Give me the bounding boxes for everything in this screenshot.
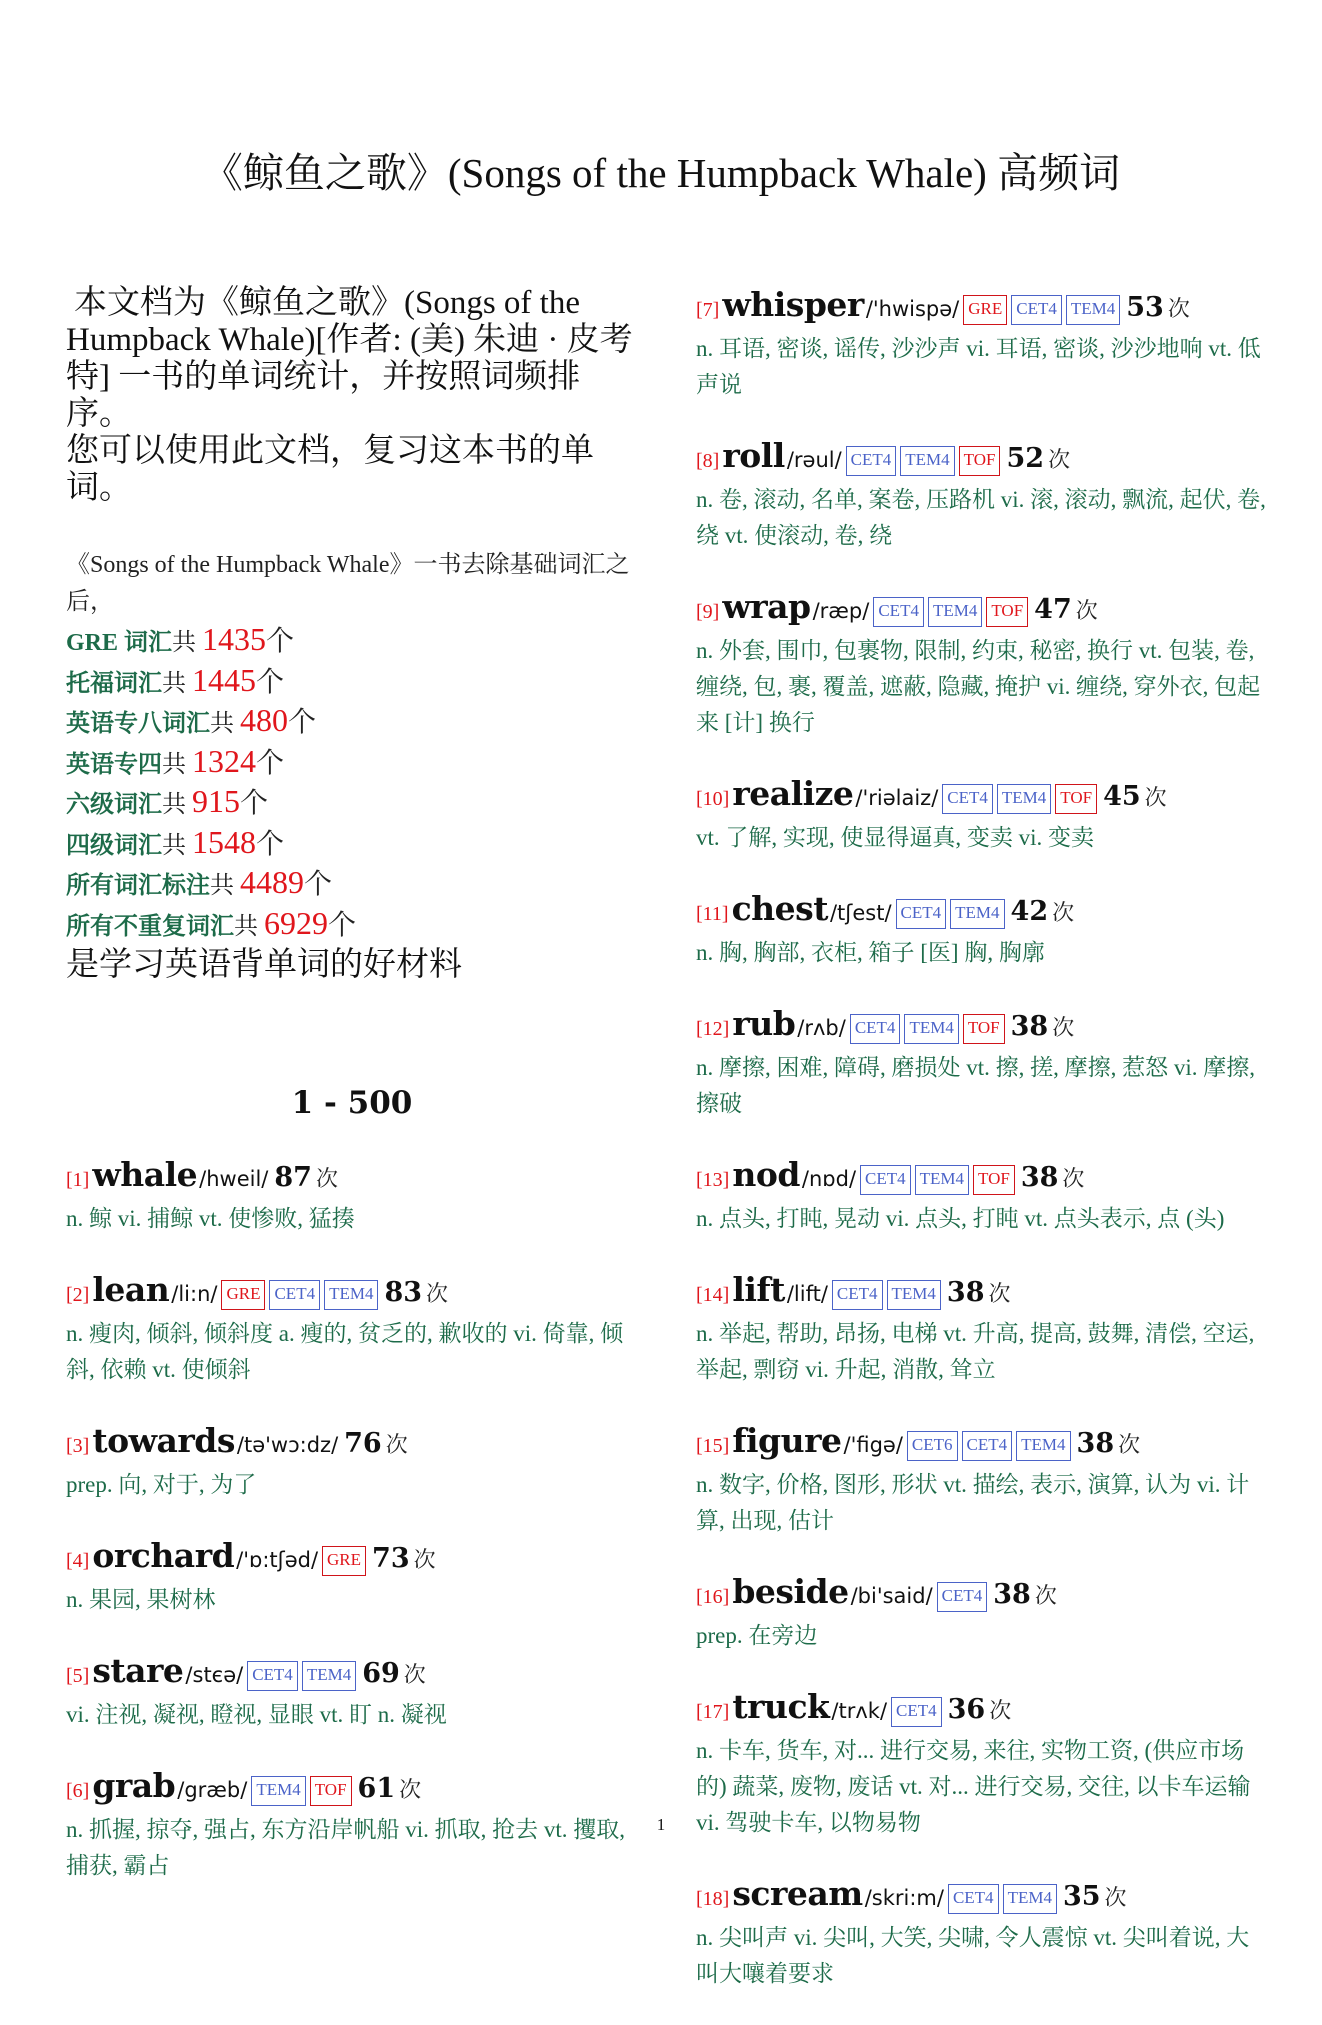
entry-word: lean bbox=[92, 1270, 170, 1309]
stat-connector: 共 bbox=[162, 670, 186, 697]
stat-label: GRE 词汇 bbox=[66, 630, 173, 656]
entry-count: 47 bbox=[1034, 594, 1072, 625]
entry-definition: prep. 向, 对于, 为了 bbox=[66, 1472, 257, 1497]
entry-count-unit: 次 bbox=[1034, 1583, 1057, 1608]
word-entry bbox=[696, 774, 1268, 856]
entry-word: chest bbox=[731, 889, 828, 928]
entry-rank: [7] bbox=[696, 299, 720, 321]
stat-label: 托福词汇 bbox=[66, 670, 162, 697]
stat-row bbox=[66, 783, 638, 824]
word-entry bbox=[66, 1421, 638, 1503]
exam-tag-gre: GRE bbox=[221, 1280, 265, 1310]
entry-rank: [4] bbox=[66, 1550, 90, 1572]
word-entry bbox=[696, 1572, 1268, 1654]
stat-label: 所有不重复词汇 bbox=[66, 913, 234, 940]
exam-tag-cet4: CET4 bbox=[860, 1165, 911, 1195]
exam-tag-cet4: CET4 bbox=[948, 1884, 999, 1914]
entry-word: truck bbox=[732, 1687, 830, 1726]
word-entry bbox=[696, 1421, 1268, 1539]
exam-tag-tem4: TEM4 bbox=[928, 597, 982, 627]
entry-definition: n. 卡车, 货车, 对... 进行交易, 来往, 实物工资, (供应市场的) 蔬菜, 废物, 废话 vt. 对... 进行交易, 交往, 以卡车运输 vi. 驾驶卡车, 以物易物 bbox=[696, 1738, 1251, 1835]
word-entry bbox=[66, 1536, 638, 1618]
exam-tag-tem4: TEM4 bbox=[302, 1661, 356, 1691]
word-entry bbox=[66, 1651, 638, 1733]
word-entry bbox=[696, 1874, 1268, 1992]
entry-count: 76 bbox=[344, 1428, 382, 1459]
word-entry bbox=[696, 285, 1268, 403]
exam-tag-cet6: CET6 bbox=[907, 1431, 958, 1461]
word-entry bbox=[66, 1270, 638, 1388]
word-entry bbox=[696, 587, 1268, 741]
exam-tag-cet4: CET4 bbox=[873, 597, 924, 627]
stat-label: 六级词汇 bbox=[66, 792, 162, 818]
exam-tag-cet4: CET4 bbox=[247, 1661, 298, 1691]
entry-count-unit: 次 bbox=[413, 1547, 436, 1572]
stat-row bbox=[66, 824, 638, 865]
exam-tag-cet4: CET4 bbox=[896, 899, 947, 929]
word-list-right bbox=[696, 285, 1268, 1992]
stats-closing: 是学习英语背单词的好材料 bbox=[66, 947, 462, 983]
page-title: 《鲸鱼之歌》(Songs of the Humpback Whale) 高频词 bbox=[201, 150, 1121, 196]
entry-count: 45 bbox=[1103, 781, 1141, 812]
stats-lead: 《Songs of the Humpback Whale》一书去除基础词汇之后， bbox=[66, 552, 630, 615]
stat-label: 英语专八词汇 bbox=[66, 711, 210, 737]
exam-tag-tof: TOF bbox=[986, 597, 1028, 627]
entry-count-unit: 次 bbox=[426, 1281, 449, 1306]
stat-value: 1548 bbox=[192, 823, 256, 860]
entry-definition: n. 摩擦, 困难, 障碍, 磨损处 vt. 擦, 搓, 摩擦, 惹怒 vi. 摩擦, 擦破 bbox=[696, 1055, 1256, 1116]
entry-count-unit: 次 bbox=[1075, 598, 1098, 623]
entry-definition: n. 数字, 价格, 图形, 形状 vt. 描绘, 表示, 演算, 认为 vi. 计算, 出现, 估计 bbox=[696, 1472, 1250, 1533]
entry-word: realize bbox=[732, 774, 854, 813]
stat-row bbox=[66, 864, 638, 905]
entry-count: 36 bbox=[947, 1694, 986, 1725]
exam-tag-tof: TOF bbox=[973, 1165, 1015, 1195]
exam-tag-cet4: CET4 bbox=[846, 446, 897, 476]
intro-line-2: 您可以使用此文档，复习这本书的单词。 bbox=[66, 433, 594, 506]
entry-phonetic: /'hwispə/ bbox=[865, 297, 960, 321]
entry-word: grab bbox=[92, 1766, 176, 1805]
word-entry bbox=[696, 889, 1268, 971]
entry-count-unit: 次 bbox=[399, 1777, 422, 1802]
entry-word: rub bbox=[732, 1004, 796, 1043]
entry-count-unit: 次 bbox=[1048, 447, 1071, 472]
entry-count-unit: 次 bbox=[1144, 785, 1167, 810]
entry-phonetic: /'ɒ:tʃəd/ bbox=[236, 1548, 319, 1572]
stat-value: 6929 bbox=[264, 904, 328, 941]
entry-word: beside bbox=[732, 1572, 849, 1611]
entry-word: orchard bbox=[92, 1536, 235, 1575]
entry-phonetic: /nɒd/ bbox=[801, 1167, 857, 1191]
stat-unit: 个 bbox=[288, 707, 317, 738]
left-column bbox=[66, 285, 638, 1917]
entry-phonetic: /trʌk/ bbox=[831, 1699, 888, 1723]
entry-definition: n. 瘦肉, 倾斜, 倾斜度 a. 瘦的, 贫乏的, 歉收的 vi. 倚靠, 倾斜, 依赖 vt. 使倾斜 bbox=[66, 1321, 624, 1382]
entry-count: 52 bbox=[1006, 443, 1045, 474]
stat-value: 1324 bbox=[192, 742, 256, 779]
exam-tag-tof: TOF bbox=[963, 1014, 1005, 1044]
exam-tag-tof: TOF bbox=[310, 1776, 352, 1806]
entry-count: 42 bbox=[1010, 896, 1049, 927]
entry-rank: [10] bbox=[696, 788, 730, 810]
entry-phonetic: /græb/ bbox=[177, 1778, 248, 1802]
entry-definition: n. 抓握, 掠夺, 强占, 东方沿岸帆船 vi. 抓取, 抢去 vt. 攫取, 捕获, 霸占 bbox=[66, 1817, 626, 1878]
exam-tag-cet4: CET4 bbox=[891, 1697, 942, 1727]
entry-definition: n. 鲸 vi. 捕鲸 vt. 使惨败, 猛揍 bbox=[66, 1206, 355, 1231]
entry-phonetic: /stєə/ bbox=[185, 1663, 244, 1687]
entry-definition: n. 尖叫声 vi. 尖叫, 大笑, 尖啸, 令人震惊 vt. 尖叫着说, 大叫大嚷着要求 bbox=[696, 1925, 1250, 1986]
entry-phonetic: /rəul/ bbox=[786, 448, 842, 472]
entry-header bbox=[696, 1004, 1268, 1050]
entry-phonetic: /bi'said/ bbox=[850, 1584, 933, 1608]
stat-connector: 共 bbox=[210, 711, 234, 737]
entry-rank: [18] bbox=[696, 1888, 730, 1910]
stat-row bbox=[66, 702, 638, 743]
word-list-left bbox=[66, 1155, 638, 1884]
entry-word: scream bbox=[732, 1874, 863, 1913]
stat-connector: 共 bbox=[234, 913, 258, 940]
vocab-stats bbox=[66, 547, 638, 985]
stat-row bbox=[66, 662, 638, 703]
entry-header bbox=[696, 1155, 1268, 1201]
entry-header bbox=[66, 1270, 638, 1316]
range-title: 1 - 500 bbox=[291, 1085, 413, 1121]
stat-unit: 个 bbox=[256, 747, 285, 779]
stat-value: 480 bbox=[240, 702, 288, 738]
exam-tag-cet4: CET4 bbox=[937, 1582, 988, 1612]
entry-word: towards bbox=[92, 1421, 235, 1460]
entry-header bbox=[696, 436, 1268, 482]
exam-tag-tem4: TEM4 bbox=[251, 1776, 305, 1806]
entry-count-unit: 次 bbox=[403, 1662, 426, 1687]
entry-header bbox=[66, 1155, 638, 1201]
entry-count-unit: 次 bbox=[1052, 900, 1075, 925]
exam-tag-cet4: CET4 bbox=[942, 784, 993, 814]
entry-phonetic: /'riəlaiz/ bbox=[855, 786, 939, 810]
exam-tag-tem4: TEM4 bbox=[1066, 295, 1120, 325]
intro-line-1: 本文档为《鲸鱼之歌》(Songs of the Humpback Whale)[作者: (美) 朱迪 · 皮考特] 一书的单词统计，并按照词频排序。 bbox=[66, 285, 633, 432]
entry-rank: [5] bbox=[66, 1665, 90, 1687]
exam-tag-tem4: TEM4 bbox=[1016, 1431, 1070, 1461]
exam-tag-cet4: CET4 bbox=[832, 1280, 883, 1310]
exam-tag-tem4: TEM4 bbox=[900, 446, 954, 476]
entry-count: 38 bbox=[1076, 1428, 1115, 1459]
entry-word: whale bbox=[92, 1155, 198, 1194]
page-number: 1 bbox=[656, 1815, 666, 1834]
entry-header bbox=[696, 1270, 1268, 1316]
stat-value: 915 bbox=[192, 783, 240, 819]
entry-definition: n. 外套, 围巾, 包裹物, 限制, 约束, 秘密, 换行 vt. 包装, 卷, 缠绕, 包, 裹, 覆盖, 遮蔽, 隐藏, 掩护 vi. 缠绕, 穿外衣, 包起来 [计] 换行 bbox=[696, 638, 1261, 735]
entry-header bbox=[66, 1421, 638, 1467]
entry-definition: n. 胸, 胸部, 衣柜, 箱子 [医] 胸, 胸廓 bbox=[696, 940, 1045, 965]
entry-word: figure bbox=[732, 1421, 842, 1460]
entry-header bbox=[696, 1874, 1268, 1920]
entry-phonetic: /lift/ bbox=[786, 1282, 828, 1306]
word-entry bbox=[696, 1270, 1268, 1388]
entry-phonetic: /skri:m/ bbox=[864, 1886, 944, 1910]
exam-tag-cet4: CET4 bbox=[850, 1014, 901, 1044]
exam-tag-tem4: TEM4 bbox=[887, 1280, 941, 1310]
entry-rank: [11] bbox=[696, 903, 729, 925]
entry-count-unit: 次 bbox=[1104, 1885, 1127, 1910]
exam-tag-gre: GRE bbox=[322, 1546, 366, 1576]
entry-count-unit: 次 bbox=[988, 1281, 1011, 1306]
stat-unit: 个 bbox=[256, 666, 285, 698]
intro bbox=[66, 285, 638, 507]
entry-count: 38 bbox=[1020, 1162, 1059, 1193]
word-entry bbox=[696, 1004, 1268, 1122]
entry-definition: n. 耳语, 密谈, 谣传, 沙沙声 vi. 耳语, 密谈, 沙沙地响 vt. 低声说 bbox=[696, 336, 1261, 397]
entry-count: 73 bbox=[372, 1543, 410, 1574]
entry-word: lift bbox=[732, 1270, 785, 1309]
word-entry bbox=[66, 1155, 638, 1237]
exam-tag-tem4: TEM4 bbox=[324, 1280, 378, 1310]
entry-count: 38 bbox=[946, 1277, 985, 1308]
stat-row bbox=[66, 621, 638, 662]
entry-rank: [6] bbox=[66, 1780, 90, 1802]
entry-rank: [12] bbox=[696, 1018, 730, 1040]
entry-count-unit: 次 bbox=[1167, 296, 1190, 321]
stat-connector: 共 bbox=[162, 792, 186, 818]
entry-definition: n. 果园, 果树林 bbox=[66, 1587, 216, 1612]
exam-tag-tem4: TEM4 bbox=[915, 1165, 969, 1195]
entry-definition: n. 点头, 打盹, 晃动 vi. 点头, 打盹 vt. 点头表示, 点 (头) bbox=[696, 1206, 1225, 1231]
entry-count-unit: 次 bbox=[1062, 1166, 1085, 1191]
entry-rank: [3] bbox=[66, 1435, 90, 1457]
exam-tag-cet4: CET4 bbox=[1011, 295, 1062, 325]
entry-header bbox=[696, 1572, 1268, 1618]
entry-header bbox=[696, 1687, 1268, 1733]
stat-unit: 个 bbox=[240, 788, 269, 819]
entry-header bbox=[696, 285, 1268, 331]
exam-tag-tem4: TEM4 bbox=[904, 1014, 958, 1044]
exam-tag-gre: GRE bbox=[963, 295, 1007, 325]
entry-phonetic: /'figə/ bbox=[843, 1433, 903, 1457]
exam-tag-cet4: CET4 bbox=[962, 1431, 1013, 1461]
entry-header bbox=[66, 1536, 638, 1582]
entry-count: 38 bbox=[993, 1579, 1031, 1610]
entry-definition: prep. 在旁边 bbox=[696, 1623, 818, 1648]
entry-phonetic: /rʌb/ bbox=[797, 1016, 846, 1040]
entry-phonetic: /tə'wɔ:dz/ bbox=[236, 1433, 339, 1457]
stat-unit: 个 bbox=[304, 869, 333, 900]
entry-rank: [14] bbox=[696, 1284, 730, 1306]
entry-count-unit: 次 bbox=[385, 1432, 408, 1457]
stat-row bbox=[66, 743, 638, 784]
stat-row bbox=[66, 905, 638, 946]
stat-label: 所有词汇标注 bbox=[66, 873, 210, 899]
entry-rank: [2] bbox=[66, 1284, 90, 1306]
entry-phonetic: /li:n/ bbox=[171, 1282, 218, 1306]
entry-rank: [9] bbox=[696, 601, 720, 623]
entry-count: 38 bbox=[1010, 1011, 1049, 1042]
entry-header bbox=[696, 774, 1268, 820]
entry-count: 83 bbox=[384, 1277, 423, 1308]
exam-tag-tof: TOF bbox=[1055, 784, 1097, 814]
stat-connector: 共 bbox=[210, 873, 234, 899]
entry-word: nod bbox=[732, 1155, 800, 1194]
entry-phonetic: /tʃest/ bbox=[829, 901, 892, 925]
entry-header bbox=[66, 1766, 638, 1812]
stat-unit: 个 bbox=[266, 626, 295, 657]
entry-header bbox=[696, 889, 1268, 935]
stat-value: 1445 bbox=[192, 661, 256, 698]
entry-definition: n. 举起, 帮助, 昂扬, 电梯 vt. 升高, 提高, 鼓舞, 清偿, 空运, 举起, 剽窃 vi. 升起, 消散, 耸立 bbox=[696, 1321, 1255, 1382]
entry-phonetic: /hweil/ bbox=[199, 1167, 269, 1191]
entry-word: wrap bbox=[722, 587, 811, 626]
right-column bbox=[696, 285, 1268, 2025]
stat-connector: 共 bbox=[172, 630, 197, 656]
entry-rank: [1] bbox=[66, 1169, 90, 1191]
entry-count-unit: 次 bbox=[989, 1698, 1012, 1723]
stats-rows bbox=[66, 621, 638, 945]
entry-count-unit: 次 bbox=[315, 1166, 338, 1191]
stat-value: 1435 bbox=[202, 621, 267, 657]
exam-tag-tof: TOF bbox=[959, 446, 1001, 476]
stat-unit: 个 bbox=[328, 909, 357, 941]
stat-label: 四级词汇 bbox=[66, 832, 162, 859]
stat-label: 英语专四 bbox=[66, 751, 162, 778]
exam-tag-tem4: TEM4 bbox=[997, 784, 1051, 814]
entry-count: 87 bbox=[274, 1162, 312, 1193]
exam-tag-tem4: TEM4 bbox=[1003, 1884, 1057, 1914]
entry-rank: [13] bbox=[696, 1169, 730, 1191]
stat-connector: 共 bbox=[162, 832, 186, 859]
entry-definition: n. 卷, 滚动, 名单, 案卷, 压路机 vi. 滚, 滚动, 飘流, 起伏, 卷, 绕 vt. 使滚动, 卷, 绕 bbox=[696, 487, 1266, 548]
entry-rank: [15] bbox=[696, 1435, 730, 1457]
exam-tag-cet4: CET4 bbox=[269, 1280, 320, 1310]
word-entry bbox=[696, 436, 1268, 554]
entry-definition: vt. 了解, 实现, 使显得逼真, 变卖 vi. 变卖 bbox=[696, 825, 1095, 850]
entry-word: stare bbox=[92, 1651, 184, 1690]
exam-tag-tem4: TEM4 bbox=[950, 899, 1004, 929]
stat-connector: 共 bbox=[162, 751, 186, 778]
entry-count-unit: 次 bbox=[1118, 1432, 1141, 1457]
entry-header bbox=[696, 1421, 1268, 1467]
entry-header bbox=[696, 587, 1268, 633]
entry-phonetic: /ræp/ bbox=[812, 599, 870, 623]
entry-rank: [17] bbox=[696, 1701, 730, 1723]
entry-rank: [8] bbox=[696, 450, 720, 472]
entry-count: 35 bbox=[1062, 1881, 1101, 1912]
entry-word: whisper bbox=[722, 285, 864, 324]
entry-rank: [16] bbox=[696, 1586, 730, 1608]
entry-count: 61 bbox=[357, 1773, 396, 1804]
stat-unit: 个 bbox=[256, 828, 285, 860]
entry-count: 69 bbox=[362, 1658, 400, 1689]
entry-header bbox=[66, 1651, 638, 1697]
word-entry bbox=[696, 1155, 1268, 1237]
entry-count-unit: 次 bbox=[1052, 1015, 1075, 1040]
stat-value: 4489 bbox=[240, 864, 304, 900]
entry-word: roll bbox=[722, 436, 785, 475]
entry-definition: vi. 注视, 凝视, 瞪视, 显眼 vt. 盯 n. 凝视 bbox=[66, 1702, 447, 1727]
entry-count: 53 bbox=[1126, 292, 1164, 323]
